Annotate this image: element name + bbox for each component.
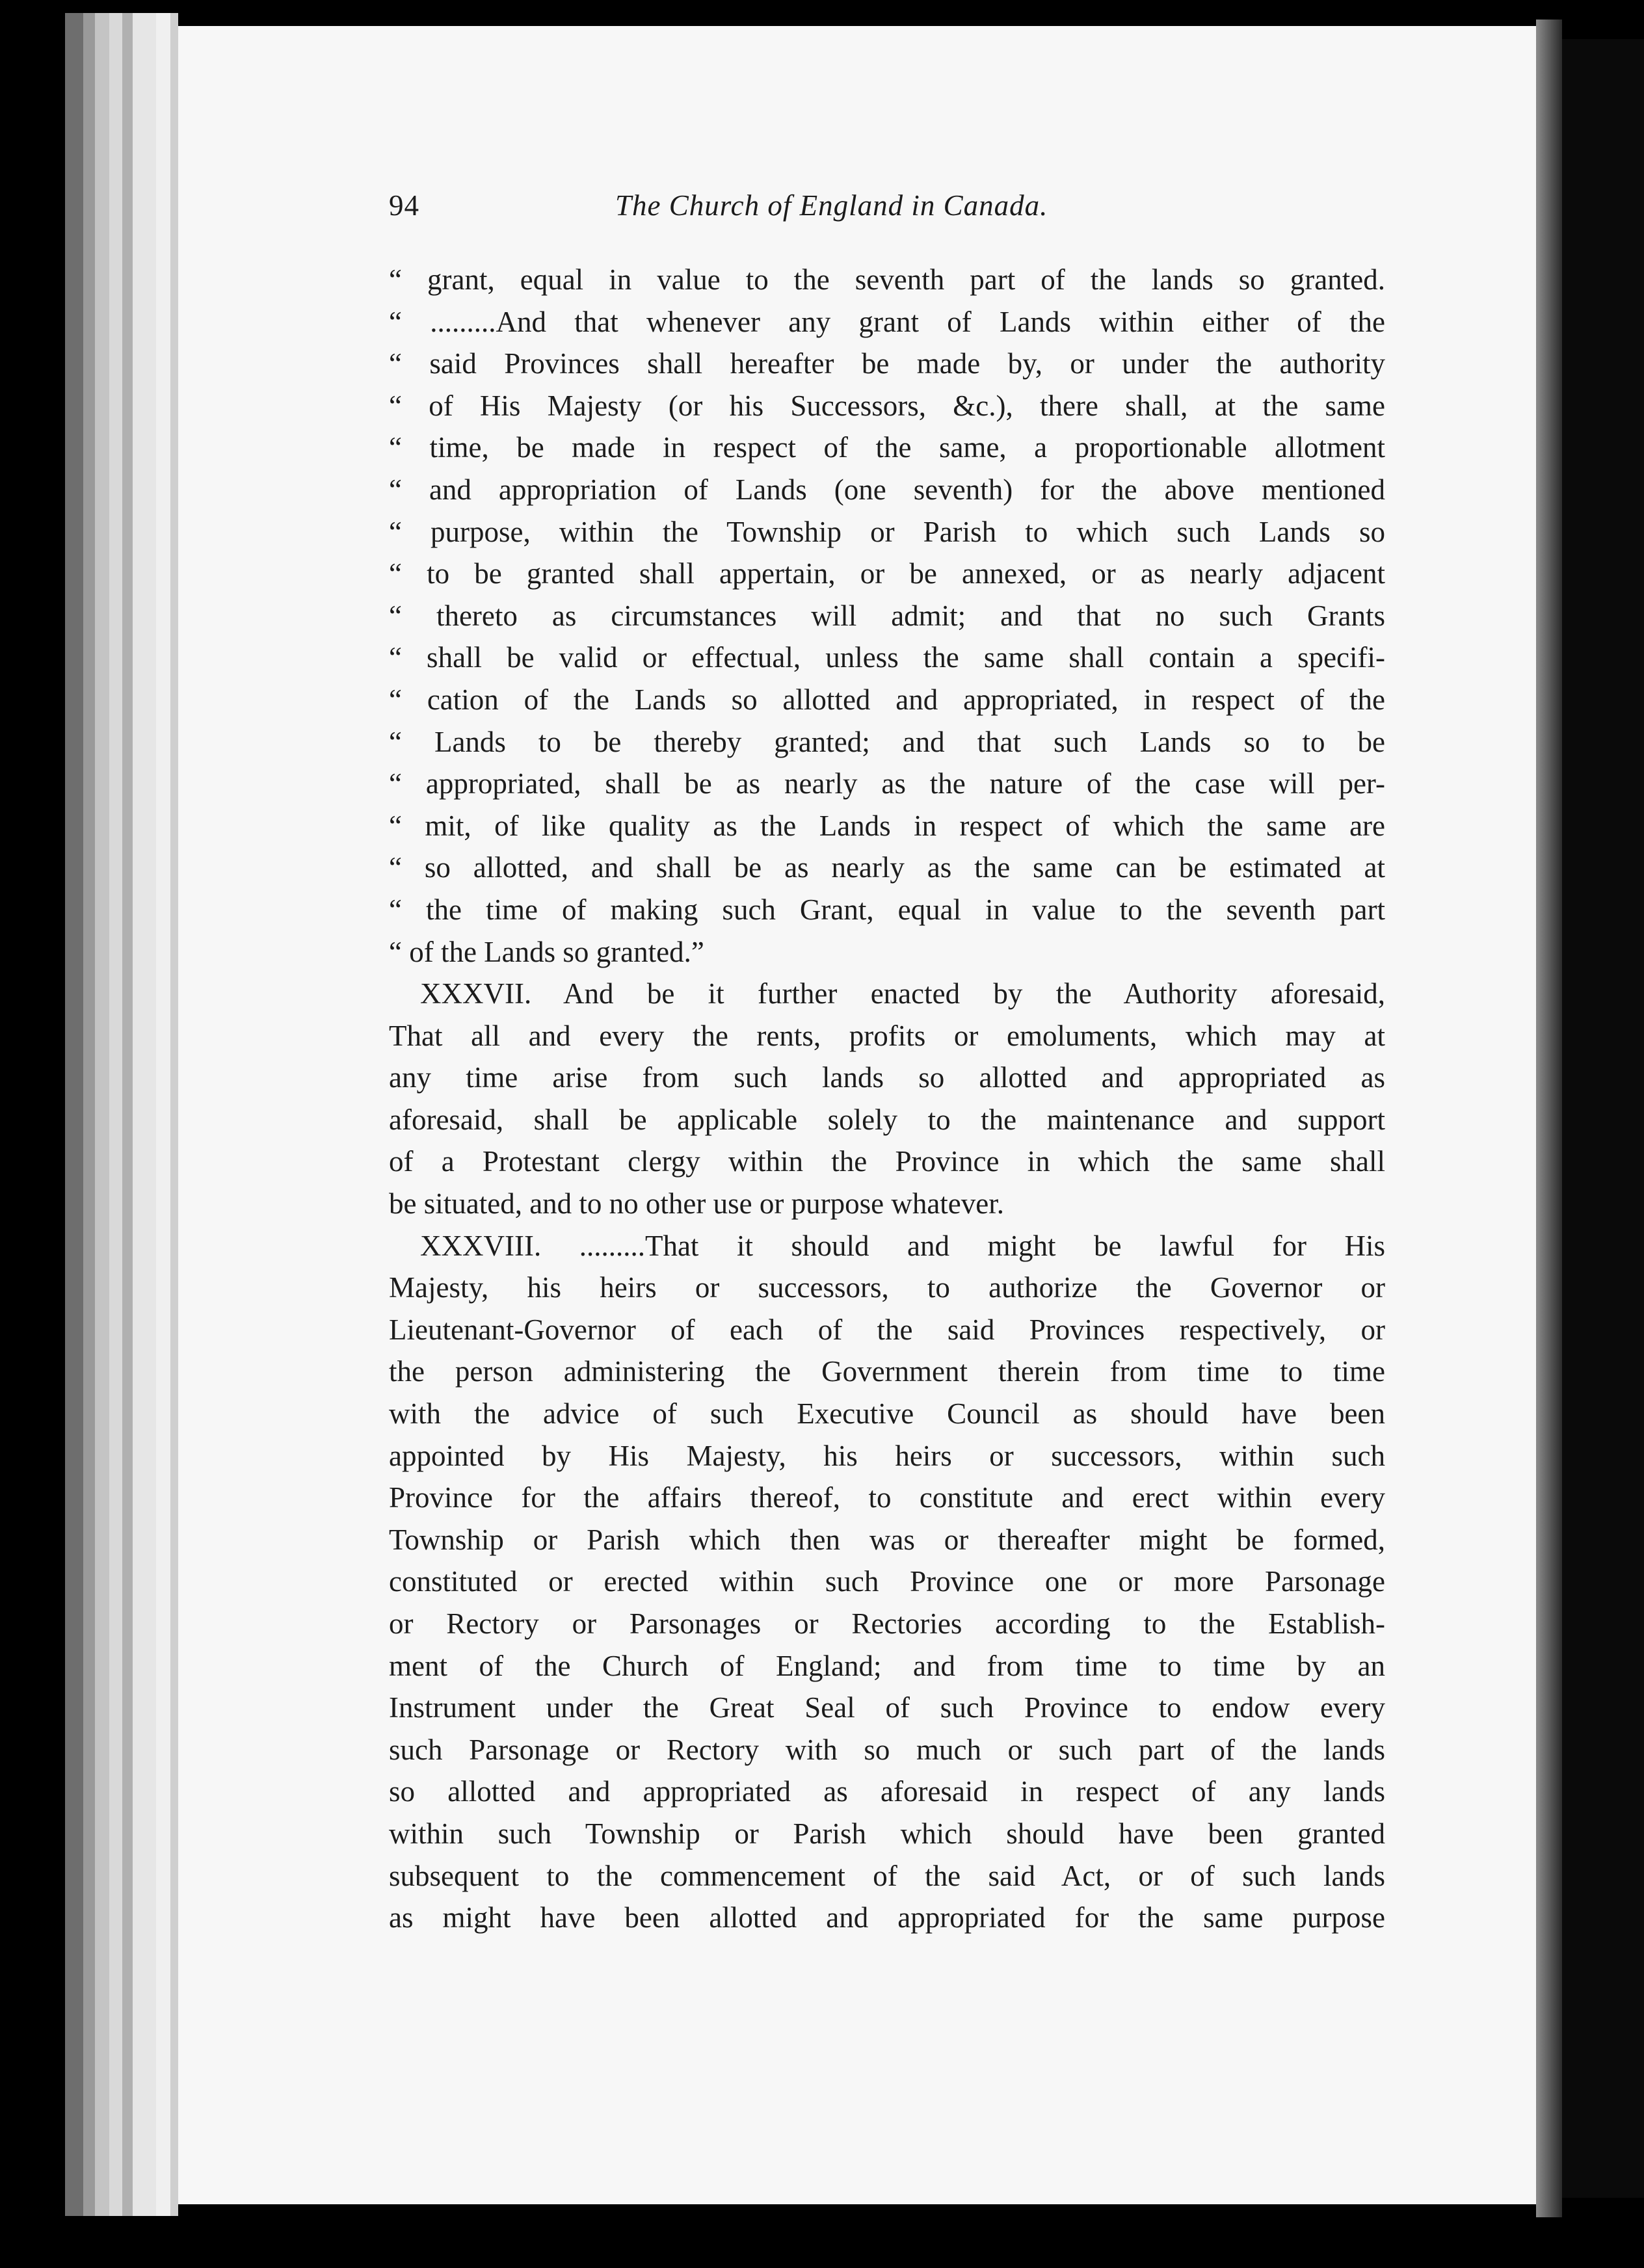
text-line: aforesaid, shall be applicable solely to the maintenance and support — [389, 1103, 1385, 1136]
text-line: “ shall be valid or effectual, unless the same shall contain a specifi- — [389, 641, 1385, 674]
text-line: Township or Parish which then was or thereafter might be formed, — [389, 1523, 1385, 1556]
text-line: constituted or erected within such Province one or more Parsonage — [389, 1565, 1385, 1598]
text-line: be situated, and to no other use or purpose whatever. — [389, 1187, 1004, 1220]
text-line: or Rectory or Parsonages or Rectories according to the Establish- — [389, 1607, 1385, 1640]
text-line: “ so allotted, and shall be as nearly as the same can be estimated at — [389, 851, 1385, 884]
text-line: of a Protestant clergy within the Province in which the same shall — [389, 1145, 1385, 1178]
page-number: 94 — [389, 189, 419, 222]
book-edge — [109, 13, 122, 2216]
scan-border — [1562, 39, 1644, 2198]
text-line: Majesty, his heirs or successors, to authorize the Governor or — [389, 1271, 1385, 1304]
page-header — [389, 189, 1385, 234]
text-line: That all and every the rents, profits or emoluments, which may at — [389, 1019, 1385, 1052]
text-line: “ to be granted shall appertain, or be annexed, or as nearly adjacent — [389, 557, 1385, 590]
text-line: “ purpose, within the Township or Parish to which such Lands so — [389, 515, 1385, 548]
page-gutter — [1536, 20, 1562, 2217]
text-line: subsequent to the commencement of the said Act, or of such lands — [389, 1859, 1385, 1892]
text-line: so allotted and appropriated as aforesaid in respect of any lands — [389, 1775, 1385, 1808]
book-edge — [83, 13, 95, 2216]
section-heading-line: XXXVIII. .........That it should and might be lawful for His — [420, 1229, 1385, 1262]
text-line: within such Township or Parish which should have been granted — [389, 1817, 1385, 1850]
text-line: “ thereto as circumstances will admit; and that no such Grants — [389, 599, 1385, 632]
book-edge — [133, 13, 156, 2216]
book-edge — [95, 13, 109, 2216]
book-edge — [170, 13, 178, 2216]
text-line: Lieutenant-Governor of each of the said Provinces respectively, or — [389, 1313, 1385, 1346]
text-line: ment of the Church of England; and from time to time by an — [389, 1649, 1385, 1682]
book-edge — [65, 13, 83, 2216]
text-line: “ .........And that whenever any grant of Lands within either of the — [389, 305, 1385, 338]
text-line: “ grant, equal in value to the seventh part of the lands so granted. — [389, 263, 1385, 296]
text-line: “ mit, of like quality as the Lands in respect of which the same are — [389, 809, 1385, 842]
text-line: “ the time of making such Grant, equal in value to the seventh part — [389, 893, 1385, 926]
text-line: “ of His Majesty (or his Successors, &c.), there shall, at the same — [389, 389, 1385, 422]
text-line: as might have been allotted and appropriated for the same purpose — [389, 1901, 1385, 1934]
text-line: “ appropriated, shall be as nearly as the nature of the case will per- — [389, 767, 1385, 800]
section-heading-line: XXXVII. And be it further enacted by the Authority aforesaid, — [420, 977, 1385, 1010]
text-line: Province for the affairs thereof, to constitute and erect within every — [389, 1481, 1385, 1514]
text-line: “ cation of the Lands so allotted and appropriated, in respect of the — [389, 683, 1385, 716]
book-edge — [156, 13, 170, 2216]
book-edge — [122, 13, 133, 2216]
text-line: “ time, be made in respect of the same, a proportionable allotment — [389, 431, 1385, 464]
text-line: “ of the Lands so granted.” — [389, 935, 704, 968]
text-line: the person administering the Government therein from time to time — [389, 1355, 1385, 1388]
text-line: “ said Provinces shall hereafter be made by, or under the authority — [389, 347, 1385, 380]
text-line: Instrument under the Great Seal of such Province to endow every — [389, 1691, 1385, 1724]
text-line: “ Lands to be thereby granted; and that such Lands so to be — [389, 725, 1385, 758]
text-line: with the advice of such Executive Council as should have been — [389, 1397, 1385, 1431]
text-line: such Parsonage or Rectory with so much or such part of the lands — [389, 1733, 1385, 1766]
text-line: appointed by His Majesty, his heirs or successors, within such — [389, 1439, 1385, 1472]
body-text — [389, 259, 1385, 1939]
text-line: any time arise from such lands so allotted and appropriated as — [389, 1061, 1385, 1094]
text-line: “ and appropriation of Lands (one seventh) for the above mentioned — [389, 473, 1385, 506]
running-title: The Church of England in Canada. — [615, 189, 1048, 222]
